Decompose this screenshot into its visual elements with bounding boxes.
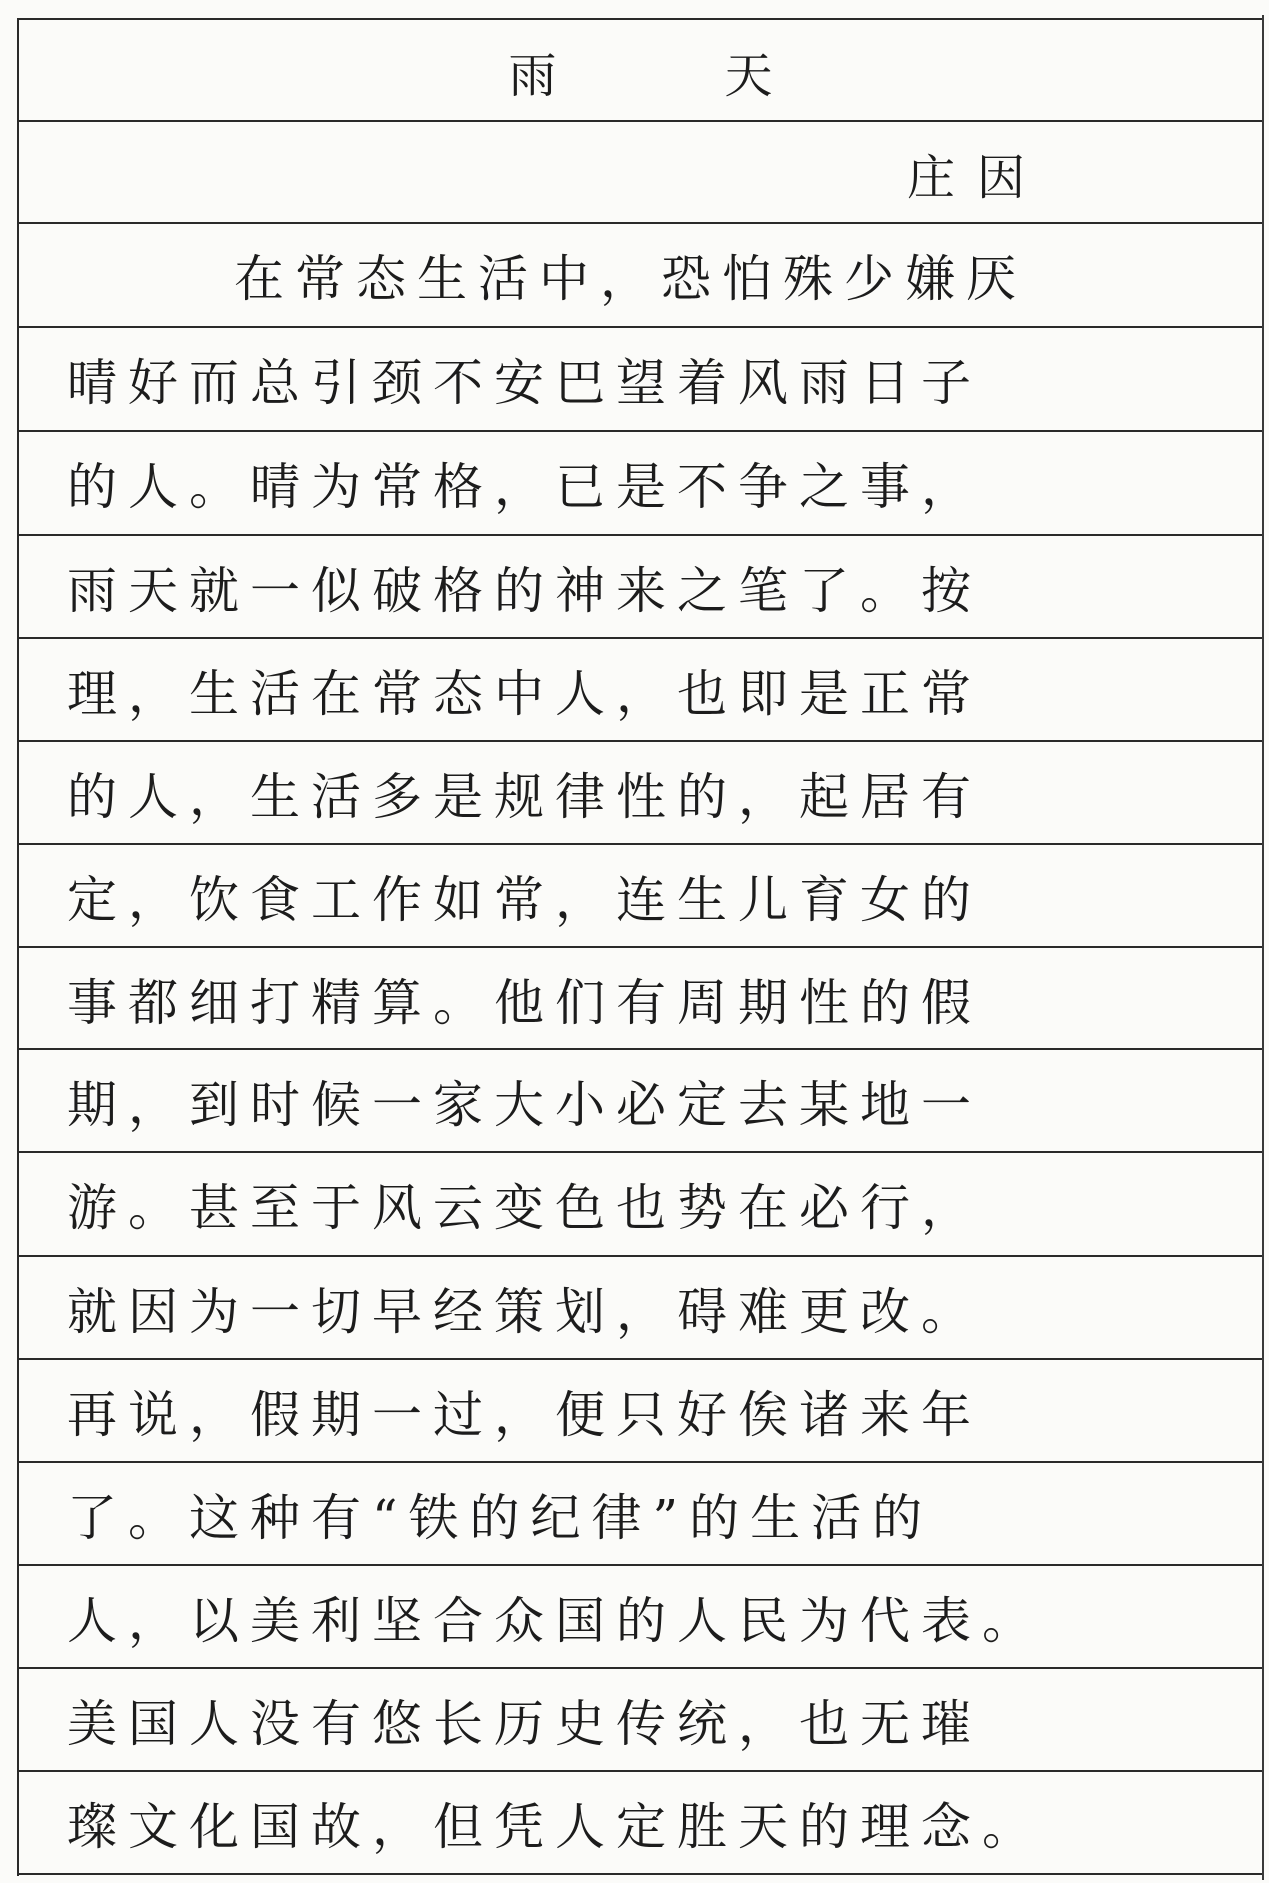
text-line: 璨文化国故，但凭人定胜天的理念。 bbox=[67, 1798, 1043, 1856]
text-line: 的人。晴为常格，已是不争之事， bbox=[67, 458, 982, 516]
text-line: 理，生活在常态中人，也即是正常 bbox=[67, 665, 982, 723]
text-line: 就因为一切早经策划，碍难更改。 bbox=[67, 1283, 982, 1341]
text-line: 在常态生活中，恐怕殊少嫌厌 bbox=[234, 250, 1027, 308]
document-title: 雨 天 bbox=[508, 47, 833, 104]
text-line: 事都细打精算。他们有周期性的假 bbox=[67, 974, 982, 1032]
text-line: 晴好而总引颈不安巴望着风雨日子 bbox=[67, 354, 982, 412]
text-line: 定，饮食工作如常，连生儿育女的 bbox=[67, 871, 982, 929]
author-name: 庄因 bbox=[906, 149, 1047, 206]
ruled-line bbox=[17, 1873, 1262, 1875]
text-line: 雨天就一似破格的神来之笔了。按 bbox=[67, 562, 982, 620]
text-line: 了。这种有“铁的纪律”的生活的 bbox=[67, 1489, 934, 1547]
text-line: 的人，生活多是规律性的，起居有 bbox=[67, 768, 982, 826]
text-line: 期，到时候一家大小必定去某地一 bbox=[67, 1076, 982, 1134]
text-line: 游。甚至于风云变色也势在必行， bbox=[67, 1179, 982, 1237]
right-page-edge bbox=[1262, 15, 1264, 1880]
text-line: 美国人没有悠长历史传统，也无璀 bbox=[67, 1695, 982, 1753]
text-line: 人，以美利坚合众国的人民为代表。 bbox=[67, 1592, 1043, 1650]
text-line: 再说，假期一过，便只好俟诸来年 bbox=[67, 1386, 982, 1444]
